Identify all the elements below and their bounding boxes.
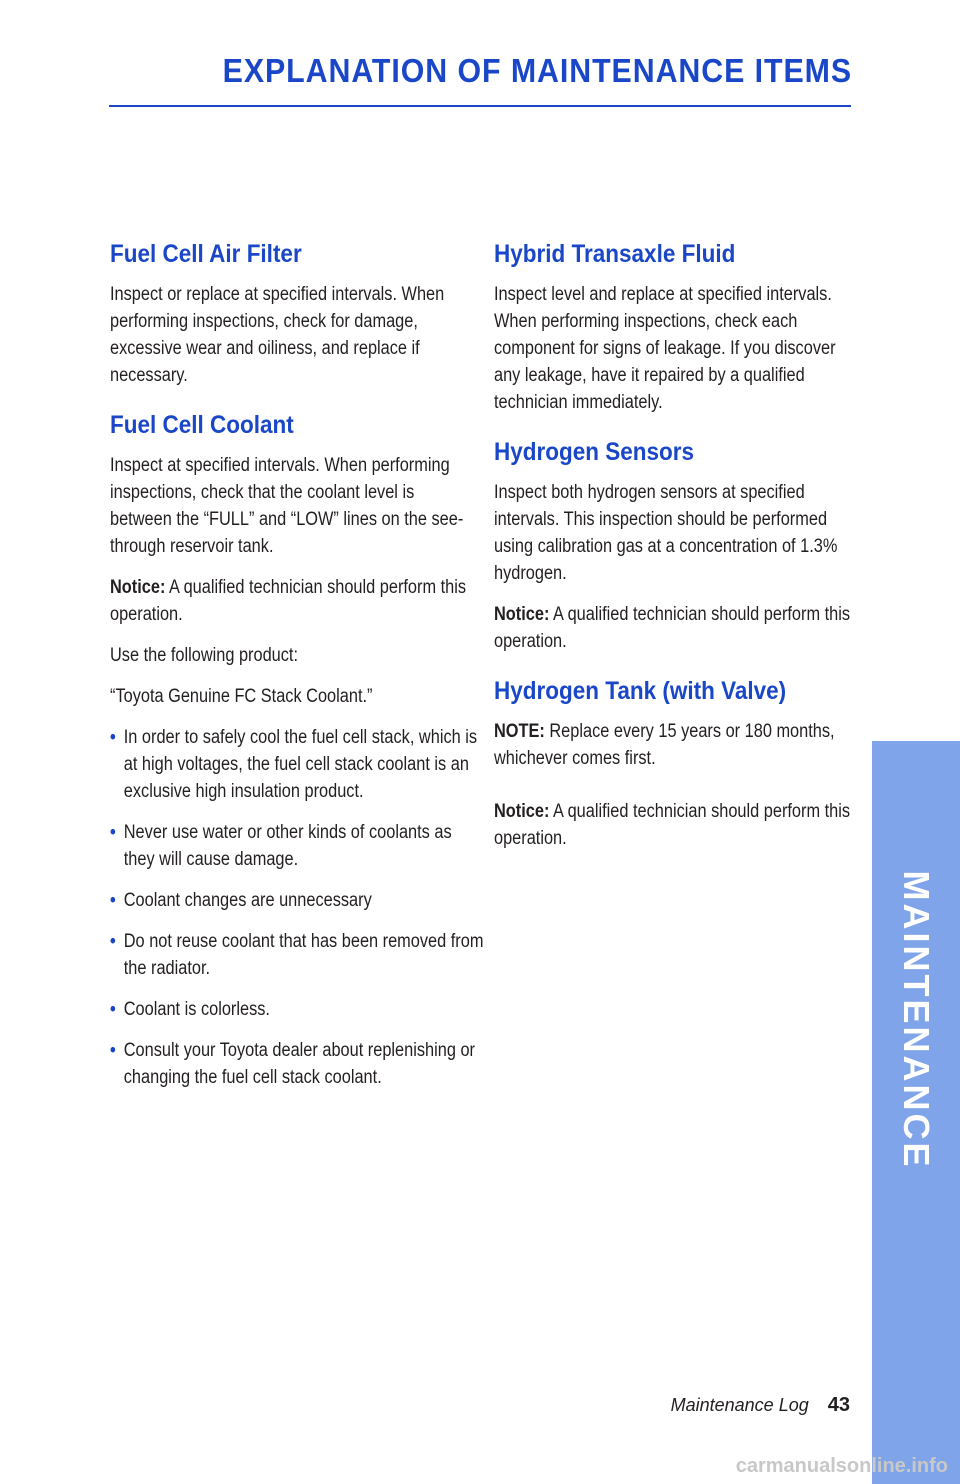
- bullet-icon: •: [110, 999, 116, 1020]
- list-item-text: In order to safely cool the fuel cell stack, which is at high voltages, the fuel cell stack coolant is an exclusive high insulation product.: [123, 727, 478, 802]
- list-item: [110, 887, 485, 914]
- list-item-text: Never use water or other kinds of coolants as they will cause damage.: [123, 822, 452, 870]
- notice-label: Notice:: [110, 577, 166, 598]
- coolant-bullet-list: [110, 724, 484, 1091]
- notice-label: Notice:: [494, 801, 550, 822]
- section-body: Inspect both hydrogen sensors at specified intervals. This inspection should be performed using calibration gas at a concentration of 1.3% hydrogen.: [494, 482, 838, 584]
- bullet-icon: •: [110, 727, 116, 748]
- notice-text: A qualified technician should perform this operation.: [110, 577, 467, 625]
- side-tab: [872, 741, 960, 1484]
- right-column: [494, 240, 854, 874]
- list-item-text: Consult your Toyota dealer about replenishing or changing the fuel cell stack coolant.: [123, 1040, 476, 1088]
- product-intro: Use the following product:: [110, 645, 299, 666]
- section-heading: Fuel Cell Coolant: [110, 411, 294, 439]
- section-transaxle: [494, 240, 854, 416]
- left-column: [110, 240, 484, 1113]
- bullet-icon: •: [110, 931, 116, 952]
- list-item: [110, 996, 485, 1023]
- list-item-text: Do not reuse coolant that has been removed from the radiator.: [123, 931, 484, 979]
- section-heading: Fuel Cell Air Filter: [110, 240, 302, 268]
- notice-label: Notice:: [494, 604, 550, 625]
- note-paragraph: [494, 718, 855, 772]
- section-heading: Hydrogen Sensors: [494, 438, 695, 466]
- watermark: carmanualsonline.info: [735, 1455, 948, 1477]
- section-coolant: [110, 411, 484, 1091]
- bullet-icon: •: [110, 822, 116, 843]
- product-name: “Toyota Genuine FC Stack Coolant.”: [110, 686, 373, 707]
- bullet-icon: •: [110, 1040, 116, 1061]
- title-divider: [109, 105, 851, 107]
- section-hydrogen-sensors: [494, 438, 854, 655]
- section-body: Inspect or replace at specified intervals. When performing inspections, check for damage, excessive wear and oiliness, and replace if necessary.: [110, 284, 445, 386]
- section-body: Inspect at specified intervals. When performing inspections, check that the coolant level is between the “FULL” and “LOW” lines on the see-through reservoir tank.: [110, 455, 464, 557]
- section-hydrogen-tank: [494, 677, 854, 852]
- section-heading: Hybrid Transaxle Fluid: [494, 240, 736, 268]
- footer-label: Maintenance Log: [670, 1395, 809, 1415]
- page-footer: [671, 1394, 850, 1417]
- list-item: [110, 819, 485, 873]
- note-label: NOTE:: [494, 721, 545, 742]
- section-heading: Hydrogen Tank (with Valve): [494, 677, 787, 705]
- notice-paragraph: [494, 601, 855, 655]
- notice-text: A qualified technician should perform this operation.: [494, 604, 851, 652]
- list-item: [110, 724, 485, 805]
- notice-text: A qualified technician should perform this operation.: [494, 801, 851, 849]
- bullet-icon: •: [110, 890, 116, 911]
- page-title: EXPLANATION OF MAINTENANCE ITEMS: [222, 52, 853, 89]
- section-air-filter: [110, 240, 470, 389]
- notice-paragraph: [494, 798, 855, 852]
- section-body: Inspect level and replace at specified intervals. When performing inspections, check each component for signs of leakage. If you discover any leakage, have it repaired by a qualified technician immediately.: [494, 284, 836, 413]
- list-item: [110, 1037, 485, 1091]
- list-item: [110, 928, 485, 982]
- notice-paragraph: [110, 574, 471, 628]
- side-tab-label: MAINTENANCE: [896, 870, 937, 1170]
- note-text: Replace every 15 years or 180 months, whichever comes first.: [494, 721, 835, 769]
- list-item-text: Coolant is colorless.: [123, 999, 270, 1020]
- page-number: 43: [827, 1394, 850, 1416]
- list-item-text: Coolant changes are unnecessary: [123, 890, 372, 911]
